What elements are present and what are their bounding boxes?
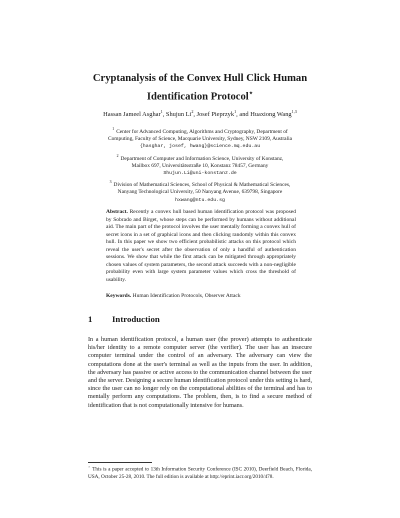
affiliation-line: Center for Advanced Computing, Algorithms and Cryptography, Department of <box>116 128 288 135</box>
author-affil-mark: 1,3 <box>291 109 297 114</box>
affiliation-number: 2 <box>116 153 119 158</box>
affiliation-item <box>76 179 324 204</box>
keywords-text: Human Identification Protocols, Observer Attack <box>132 293 241 299</box>
author-separator: , and <box>236 111 251 119</box>
author-name: Hassan Jameel Asghar <box>103 111 161 119</box>
paper-title <box>60 72 340 105</box>
title-line-1: Cryptanalysis of the Convex Hull Click Human <box>92 73 308 84</box>
section-heading <box>88 314 160 325</box>
section-number: 1 <box>88 314 93 324</box>
abstract-text: Recently a convex hull based human identification protocol was proposed by Sobrado and Birget, whose steps can be performed by humans without additional aid. The main part of the protocol involves the user mentally forming a convex hull of secret icons in a set of graphical icons and then clicking randomly within this convex hull. In this paper we show two efficient probabilistic attacks on this protocol which reveal the user's secret after the observation of only a handful of authentication sessions. We show that while the first attack can be mitigated through appropriately chosen values of system parameters, the second attack succeeds with a non-negligible probability even with large system parameter values which cross the threshold of usability. <box>106 209 297 283</box>
section-title: Introduction <box>112 314 160 324</box>
affiliation-line: Department of Computer and Information Science, University of Konstanz, <box>120 155 284 162</box>
author-affil-mark: 1 <box>234 109 237 114</box>
author-name: Josef Pieprzyk <box>196 111 235 119</box>
author-list <box>40 107 360 119</box>
affiliation-email: {hasghar, josef, hwang}@science.mq.edu.au <box>139 144 261 150</box>
abstract-label: Abstract. <box>106 209 128 215</box>
affiliation-list <box>76 126 324 206</box>
author-separator: , <box>193 111 197 119</box>
affiliation-line: Mailbox 697, Universitätsstraße 10, Konstanz 78457, Germany <box>131 162 269 169</box>
affiliation-email: hxwang@ntu.edu.sg <box>175 197 225 203</box>
title-footnote-mark: ⋆ <box>248 89 254 97</box>
keywords <box>106 293 296 301</box>
affiliation-line: Division of Mathematical Sciences, School of Physical & Mathematical Sciences, <box>113 182 291 189</box>
affiliation-email: Shujun.Li@uni-konstanz.de <box>163 171 237 177</box>
intro-paragraph: In a human identification protocol, a human user (the prover) attempts to authenticate his/her identity to a remote computer server (the verifier). The user has an insecure computer terminal under the control of an adversary. The adversary can view the computations done at the user's terminal as well as the inputs from the user. In addition, the adversary has passive or active access to the communication channel between the user and the server. Designing a secure human identification protocol under this setting is hard, since the user can no longer rely on the computational abilities of the terminal and has to mentally perform any computations. The problem, then, is to find a secure method of identification that is not computationally intensive for humans. <box>88 336 312 409</box>
author-name: Huaxiong Wang <box>250 111 292 119</box>
title-line-2: Identification Protocol <box>146 91 249 103</box>
abstract <box>106 209 296 284</box>
footnote-divider <box>88 462 152 463</box>
affiliation-number: 3 <box>109 180 112 185</box>
footnote-mark: ⋆ <box>88 465 91 469</box>
affiliation-item <box>76 153 324 178</box>
author-name: Shujun Li <box>165 111 192 119</box>
author-separator: , <box>162 111 166 119</box>
keywords-label: Keywords. <box>106 293 132 299</box>
author-affil-mark: 2 <box>191 109 194 114</box>
affiliation-line: Nanyang Technological University, 50 Nanyang Avenue, 639798, Singapore <box>117 189 283 196</box>
footnote-text: This is a paper accepted to 13th Information Security Conference (ISC 2010), Deerfield Beach, Florida, USA, October 25-28, 2010. The full edition is available at http://eprint.iacr.org/2010/478. <box>88 466 312 480</box>
footnote <box>88 464 312 481</box>
affiliation-item <box>76 126 324 151</box>
affiliation-number: 1 <box>112 127 115 131</box>
author-affil-mark: 1 <box>160 109 163 114</box>
affiliation-line: Computing, Faculty of Science, Macquarie University, Sydney, NSW 2109, Australia <box>108 136 292 143</box>
